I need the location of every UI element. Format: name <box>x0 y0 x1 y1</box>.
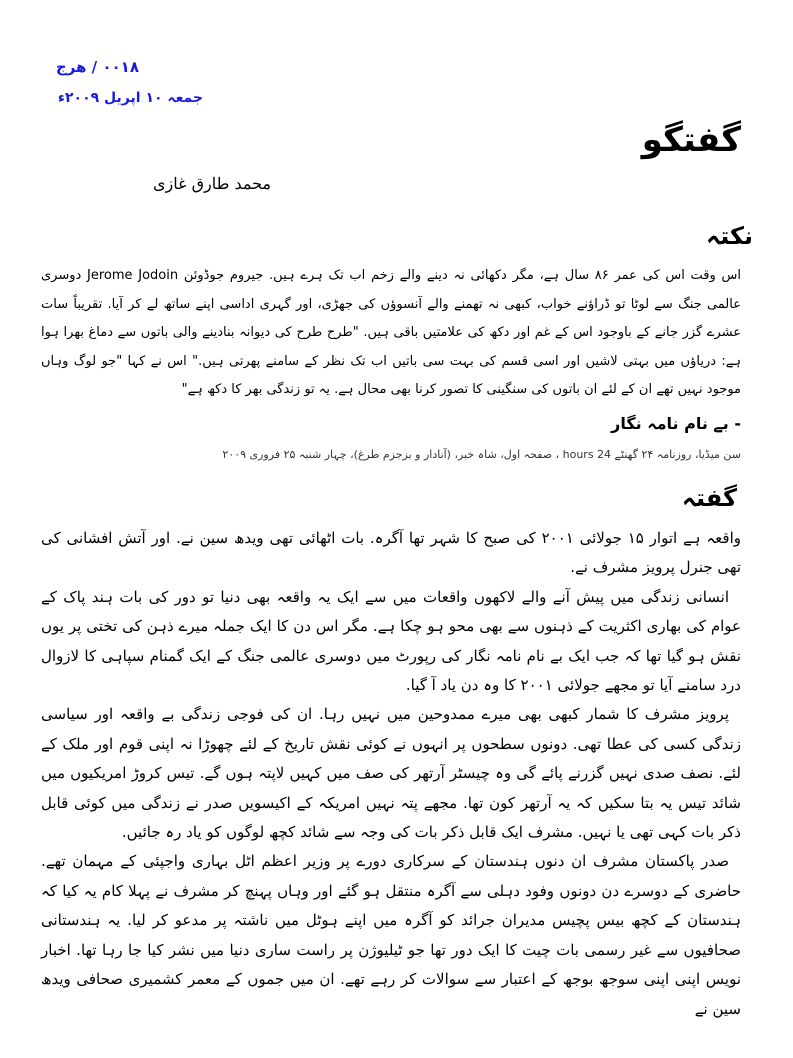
author-name: محمد طارق غازی <box>153 174 271 193</box>
nukta-paragraph: اس وقت اس کی عمر ۸۶ سال ہے، مگر دکھائی نہ دینے والے زخم اب تک ہرے ہیں. جیروم جوڈوئن Jerome Jodoin دوسری عالمی جنگ سے لوٹا تو ڈراؤنے خواب، کبھی نہ تھمنے والے آنسوؤں کی جھڑی، اور گہری اداسی اپنے ساتھ لے کر آیا. تقریباً سات عشرے گزر جانے کے باوجود اس کے غم اور دکھ کی علامتیں باقی ہیں. "طرح طرح کی دیوانہ بنادینے والی باتوں سے دماغ بھرا ہوا ہے: دریاؤں میں بہتی لاشیں اور اسی قسم کی بہت سی باتیں اب تک نظر کے سامنے پھرتی ہیں." اس نے کہا "جو لوگ وہاں موجود نہیں تھے ان کے لئے ان باتوں کی سنگینی کا تصور کرنا بھی محال ہے. یہ تو زندگی بھر کا دکھ ہے" <box>41 268 742 397</box>
gufta-paragraph-3: پرویز مشرف کا شمار کبھی بھی میرے ممدوحین میں نہیں رہا. ان کی فوجی زندگی بے واقعہ اور سیاسی زندگی کسی کی عطا تھی. دونوں سطحوں پر انہوں نے کوئی نقش تاریخ کے لئے چھوڑا نہ اپنی قوم اور ملک کے لئے. نصف صدی نہیں گزرنے پائے گی وہ چیسٹر آرتھر کی صف میں کہیں لاپتہ ہوں گے. تیس کروڑ امریکیوں میں شائد تیس یہ بتا سکیں کہ یہ آرتھر کون تھا. مجھے پتہ نہیں امریکہ کے اکیسویں صدر نے زندگی میں کوئی قابل ذکر بات کہی تھی یا نہیں. مشرف ایک قابل ذکر بات کی وجہ سے شائد کچھ لوگوں کو یاد رہ جائیں. <box>41 705 741 842</box>
page-title: گفتگو <box>641 120 741 160</box>
gufta-body <box>41 524 741 1024</box>
gufta-paragraph-1: واقعہ ہے اتوار ۱۵ جولائی ۲۰۰۱ کی صبح کا شہر تھا آگرہ. بات اٹھائی تھی ویدھ سین نے. اور آتش افشانی کی تھی جنرل پرویز مشرف نے. <box>41 529 741 577</box>
section-heading-gufta: گفتہ <box>681 484 737 512</box>
gufta-paragraph-2: انسانی زندگی میں پیش آنے والے لاکھوں واقعات میں سے ایک یہ واقعہ بھی دنیا تو دور کی بات ہند پاک کے عوام کی بھاری اکثریت کے ذہنوں سے بھی محو ہو چکا ہے. مگر اس دن کا ایک جملہ میرے ذہن کی تختی پر یوں نقش ہو گیا تھا کہ جب ایک بے نام نامہ نگار کی رپورٹ میں دوسری عالمی جنگ کے ایک گمنام سپاہی کا لازوال درد سامنے آیا تو مجھے جولائی ۲۰۰۱ کا وہ دن یاد آ گیا. <box>41 587 741 695</box>
issue-date: جمعہ ۱۰ اپریل ۲۰۰۹ء <box>57 90 203 106</box>
nukta-body <box>41 262 741 405</box>
section-heading-nukta: نکتہ <box>706 222 753 250</box>
issue-number: ۰۰۱۸ / ھرج <box>55 58 139 76</box>
gufta-paragraph-4: صدر پاکستان مشرف ان دنوں ہندستان کے سرکاری دورے پر وزیر اعظم اٹل بہاری واجپئی کے مہمان تھے. حاضری کے دوسرے دن دونوں وفود دہلی سے آگرہ منتقل ہو گئے اور وہاں پہنچ کر مشرف نے پہلا کام یہ کیا کہ ہندستان کے کچھ بیس پچیس مدیران جرائد کو آگرہ میں اپنے ہوٹل میں ناشتہ پر مدعو کر لیا. یہ ہندستانی صحافیوں سے غیر رسمی بات چیت کا ایک دور تھا جو ٹیلیوژن پر راست ساری دنیا میں نشر کیا جا رہا تھا. اخبار نویس اپنی اپنی سوجھ بوجھ کے اعتبار سے سوالات کر رہے تھے. ان میں جموں کے معمر کشمیری صحافی ویدھ سین نے <box>41 852 741 1018</box>
signature: - بے نام نامہ نگار <box>611 414 741 433</box>
source-citation: سن میڈیا، روزنامہ ۲۴ گھنٹے 24 hours ، صفحہ اول، شاہ خبر، (آنادار و بزجزم طرغ)، چہار شنبہ ۲۵ فروری ۲۰۰۹ <box>222 448 741 461</box>
